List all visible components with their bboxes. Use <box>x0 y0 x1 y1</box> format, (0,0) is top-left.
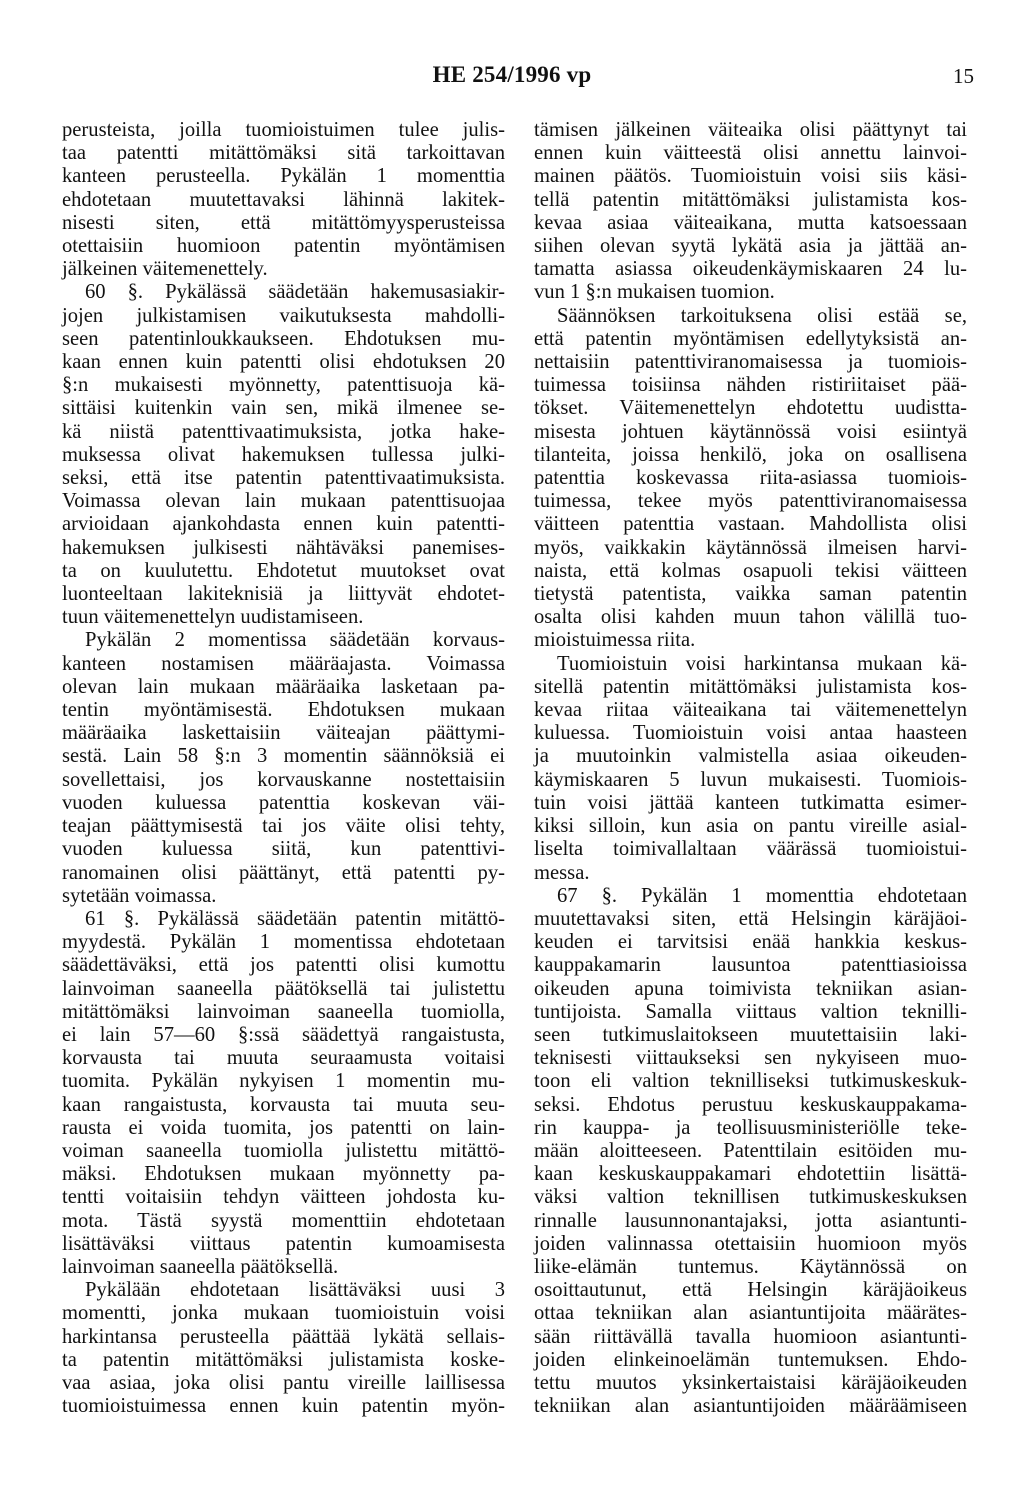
left-text-column <box>62 119 505 1418</box>
text-line: tentin myöntämisestä. Ehdotuksen mukaan <box>62 699 505 722</box>
text-line: seen tutkimuslaitokseen muutettaisiin laki- <box>534 1023 967 1046</box>
text-line: liike-elämän tuntemus. Käytännössä on <box>534 1255 967 1278</box>
text-line: Tuomioistuin voisi harkintansa mukaan kä- <box>557 652 967 675</box>
text-line: että patentin myöntämisen edellytyksistä an- <box>534 327 967 350</box>
text-line: mään aloitteeseen. Patenttilain esitöiden mu- <box>534 1139 967 1162</box>
text-line: seen patentinloukkaukseen. Ehdotuksen mu- <box>62 327 505 350</box>
text-line: tökset. Väitemenettelyn ehdotettu uudistta- <box>534 397 967 420</box>
text-line: misesta johtuen käytännössä voisi esiintyä <box>534 420 967 443</box>
text-line: perusteista, joilla tuomioistuimen tulee julis- <box>62 119 505 141</box>
text-line: vuoden kuluessa patenttia koskevan väi- <box>62 791 505 814</box>
text-line: sittäisi kuitenkin vain sen, mikä ilmenee se- <box>62 397 505 420</box>
text-line: seksi. Ehdotus perustuu keskuskauppakama- <box>534 1093 967 1116</box>
text-line: teajan päättymisestä tai jos väite olisi tehty, <box>62 815 505 838</box>
text-line: arvioidaan ajankohdasta ennen kuin patentti- <box>62 513 505 536</box>
text-line: joiden valinnassa otettaisiin huomioon myös <box>534 1232 967 1255</box>
text-line: rinnalle lausunnonantajaksi, jotta asiantunti- <box>534 1209 967 1232</box>
text-line: nisesti siten, että mitättömyysperusteissa <box>62 211 505 234</box>
text-line: ottaa tekniikan alan asiantuntijoita määrätes- <box>534 1302 967 1325</box>
text-line: patenttia koskevassa riita-asiassa tuomiois- <box>534 467 967 490</box>
text-line: kä niistä patenttivaatimuksista, jotka hake- <box>62 420 505 443</box>
text-line: korvausta tai muuta seuraamusta voitaisi <box>62 1047 505 1070</box>
text-line: tekniikan alan asiantuntijoiden määräämiseen <box>534 1395 967 1418</box>
text-line: mioistuimessa riita. <box>534 629 696 652</box>
text-line: kevaa asiaa väiteaikana, mutta katsoessaan <box>534 211 967 234</box>
text-line: rin kauppa- ja teollisuusministeriölle teke- <box>534 1116 967 1139</box>
text-line: taa patentti mitättömäksi sitä tarkoittavan <box>62 142 505 165</box>
text-line: jojen julkistamisen vaikutuksesta mahdolli- <box>62 304 505 327</box>
text-line: osoittautunut, että Helsingin käräjäoikeus <box>534 1279 967 1302</box>
text-line: Säännöksen tarkoituksena olisi estää se, <box>557 304 967 327</box>
text-line: tentti voitaisiin tehdyn väitteen johdosta ku- <box>62 1186 505 1209</box>
text-line: tuin voisi jättää kanteen tutkimatta esimer- <box>534 791 967 814</box>
text-line: vun 1 §:n mukaisen tuomion. <box>534 281 775 304</box>
text-line: kaan keskuskauppakamari ehdotettiin lisättä- <box>534 1163 967 1186</box>
page-number: 15 <box>953 64 974 88</box>
text-line: §:n mukaisesti myönnetty, patenttisuoja kä- <box>62 374 505 397</box>
text-line: muksessa olivat hakemuksen tullessa julki- <box>62 443 505 466</box>
text-line: lainvoiman saaneella päätöksellä tai julistettu <box>62 977 505 1000</box>
text-line: harkintansa perusteella päättää lykätä sellais- <box>62 1325 505 1348</box>
text-line: tuomita. Pykälän nykyisen 1 momentin mu- <box>62 1070 505 1093</box>
text-line: osalta olisi kahden muun tahon välillä tuo- <box>534 606 967 629</box>
text-line: tuomioistuimessa ennen kuin patentin myön- <box>62 1395 505 1418</box>
text-line: Pykälän 2 momentissa säädetään korvaus- <box>85 629 505 652</box>
text-line: ta on kuulutettu. Ehdotetut muutokset ovat <box>62 559 505 582</box>
text-line: ranomainen olisi päättänyt, että patentti py- <box>62 861 505 884</box>
text-line: luonteeltaan lakiteknisiä ja liittyvät ehdotet- <box>62 583 505 606</box>
text-line: olevan lain mukaan määräaika lasketaan pa- <box>62 675 505 698</box>
text-line: otettaisiin huomioon patentin myöntämisen <box>62 235 505 258</box>
text-line: tamatta asiassa oikeudenkäymiskaaren 24 lu- <box>534 258 967 281</box>
text-line: sitellä patentin mitättömäksi julistamista kos- <box>534 675 967 698</box>
text-line: kanteen nostamisen määräajasta. Voimassa <box>62 652 505 675</box>
text-line: naista, että kolmas osapuoli tekisi väitteen <box>534 559 967 582</box>
text-line: liselta toimivallaltaan väärässä tuomioistui- <box>534 838 967 861</box>
text-line: tilanteita, joissa henkilö, joka on osallisena <box>534 443 967 466</box>
text-line: kevaa riitaa väiteaikana tai väitemenettelyn <box>534 699 967 722</box>
text-line: sovellettaisi, jos korvauskanne nostettaisiin <box>62 768 505 791</box>
right-text-column <box>534 119 967 1418</box>
text-line: kauppakamarin lausuntoa patenttiasioissa <box>534 954 967 977</box>
text-line: tettu muutos yksinkertaistaisi käräjäoikeuden <box>534 1371 967 1394</box>
text-line: tietystä patentista, vaikka saman patentin <box>534 583 967 606</box>
text-line: tuimessa, tekee myös patenttiviranomaisessa <box>534 490 967 513</box>
text-line: myydestä. Pykälän 1 momentissa ehdotetaan <box>62 931 505 954</box>
text-line: ehdotetaan muutettavaksi lähinnä lakitek- <box>62 188 505 211</box>
text-line: mäksi. Ehdotuksen mukaan myönnetty pa- <box>62 1163 505 1186</box>
text-line: mitättömäksi lainvoiman saaneella tuomiolla, <box>62 1000 505 1023</box>
text-line: tämisen jälkeinen väiteaika olisi päättynyt tai <box>534 119 967 141</box>
text-line: oikeuden apuna toimivista tekniikan asian- <box>534 977 967 1000</box>
text-line: nettaisiin patenttiviranomaisessa ja tuomiois- <box>534 351 967 374</box>
text-line: muutettavaksi siten, että Helsingin käräjäoi- <box>534 907 967 930</box>
text-line: myös, vaikkakin käytännössä ilmeisen harvi- <box>534 536 967 559</box>
text-line: lainvoiman saaneella päätöksellä. <box>62 1255 339 1278</box>
text-line: tuun väitemenettelyn uudistamiseen. <box>62 606 364 629</box>
text-line: väitteen patenttia vastaan. Mahdollista olisi <box>534 513 967 536</box>
text-line: tuimessa toisiinsa nähden ristiriitaiset pää- <box>534 374 967 397</box>
document-header-title: HE 254/1996 vp <box>432 62 592 87</box>
text-line: ei lain 57—60 §:ssä säädettyä rangaistusta, <box>62 1023 505 1046</box>
text-line: säädettäväksi, että jos patentti olisi kumottu <box>62 954 505 977</box>
text-line: kuluessa. Tuomioistuin voisi antaa haasteen <box>534 722 967 745</box>
text-line: jälkeinen väitemenettely. <box>62 258 268 281</box>
text-line: toon eli valtion teknilliseksi tutkimuskeskuk- <box>534 1070 967 1093</box>
text-line: keuden ei tarvitsisi enää hankkia keskus- <box>534 931 967 954</box>
text-line: tellä patentin mitättömäksi julistamista kos- <box>534 188 967 211</box>
text-line: ja muutoinkin valmistella asiaa oikeuden- <box>534 745 967 768</box>
text-line: määräaika laskettaisiin väiteajan päättymi- <box>62 722 505 745</box>
text-line: sestä. Lain 58 §:n 3 momentin säännöksiä ei <box>62 745 505 768</box>
text-line: vaa asiaa, joka olisi pantu vireille laillisessa <box>62 1371 505 1394</box>
text-line: messa. <box>534 861 590 884</box>
text-line: teknisesti viittaukseksi sen nykyiseen muo- <box>534 1047 967 1070</box>
text-line: kaan ennen kuin patentti olisi ehdotuksen 20 <box>62 351 505 374</box>
text-line: väksi valtion teknillisen tutkimuskeskuksen <box>534 1186 967 1209</box>
text-line: 61 §. Pykälässä säädetään patentin mitättö- <box>85 907 505 930</box>
text-line: Pykälään ehdotetaan lisättäväksi uusi 3 <box>85 1279 505 1302</box>
text-line: hakemuksen julkisesti nähtäväksi panemises- <box>62 536 505 559</box>
text-line: ta patentin mitättömäksi julistamista koske- <box>62 1348 505 1371</box>
text-line: ennen kuin väitteestä olisi annettu lainvoi- <box>534 142 967 165</box>
text-line: vuoden kuluessa siitä, kun patenttivi- <box>62 838 505 861</box>
text-line: mainen päätös. Tuomioistuin voisi siis käsi- <box>534 165 967 188</box>
text-line: käymiskaaren 5 luvun mukaisesti. Tuomiois- <box>534 768 967 791</box>
text-line: 60 §. Pykälässä säädetään hakemusasiakir- <box>85 281 505 304</box>
text-line: lisättäväksi viittaus patentin kumoamisesta <box>62 1232 505 1255</box>
text-line: sytetään voimassa. <box>62 884 217 907</box>
text-line: kaan rangaistusta, korvausta tai muuta seu- <box>62 1093 505 1116</box>
text-line: voiman saaneella tuomiolla julistettu mitättö- <box>62 1139 505 1162</box>
text-line: mota. Tästä syystä momenttiin ehdotetaan <box>62 1209 505 1232</box>
text-line: Voimassa olevan lain mukaan patenttisuojaa <box>62 490 505 513</box>
text-line: 67 §. Pykälän 1 momenttia ehdotetaan <box>557 884 967 907</box>
text-line: rausta ei voida tuomita, jos patentti on lain- <box>62 1116 505 1139</box>
text-line: kiksi silloin, kun asia on pantu vireille asial- <box>534 815 967 838</box>
text-line: siihen olevan syytä lykätä asia ja jättää an- <box>534 235 967 258</box>
text-line: sään riittävällä tavalla huomioon asiantunti- <box>534 1325 967 1348</box>
text-line: tuntijoista. Samalla viittaus valtion teknilli- <box>534 1000 967 1023</box>
text-line: joiden elinkeinoelämän tuntemuksen. Ehdo- <box>534 1348 967 1371</box>
text-line: kanteen perusteella. Pykälän 1 momenttia <box>62 165 505 188</box>
text-line: momentti, jonka mukaan tuomioistuin voisi <box>62 1302 505 1325</box>
text-line: seksi, että itse patentin patenttivaatimuksista. <box>62 467 505 490</box>
